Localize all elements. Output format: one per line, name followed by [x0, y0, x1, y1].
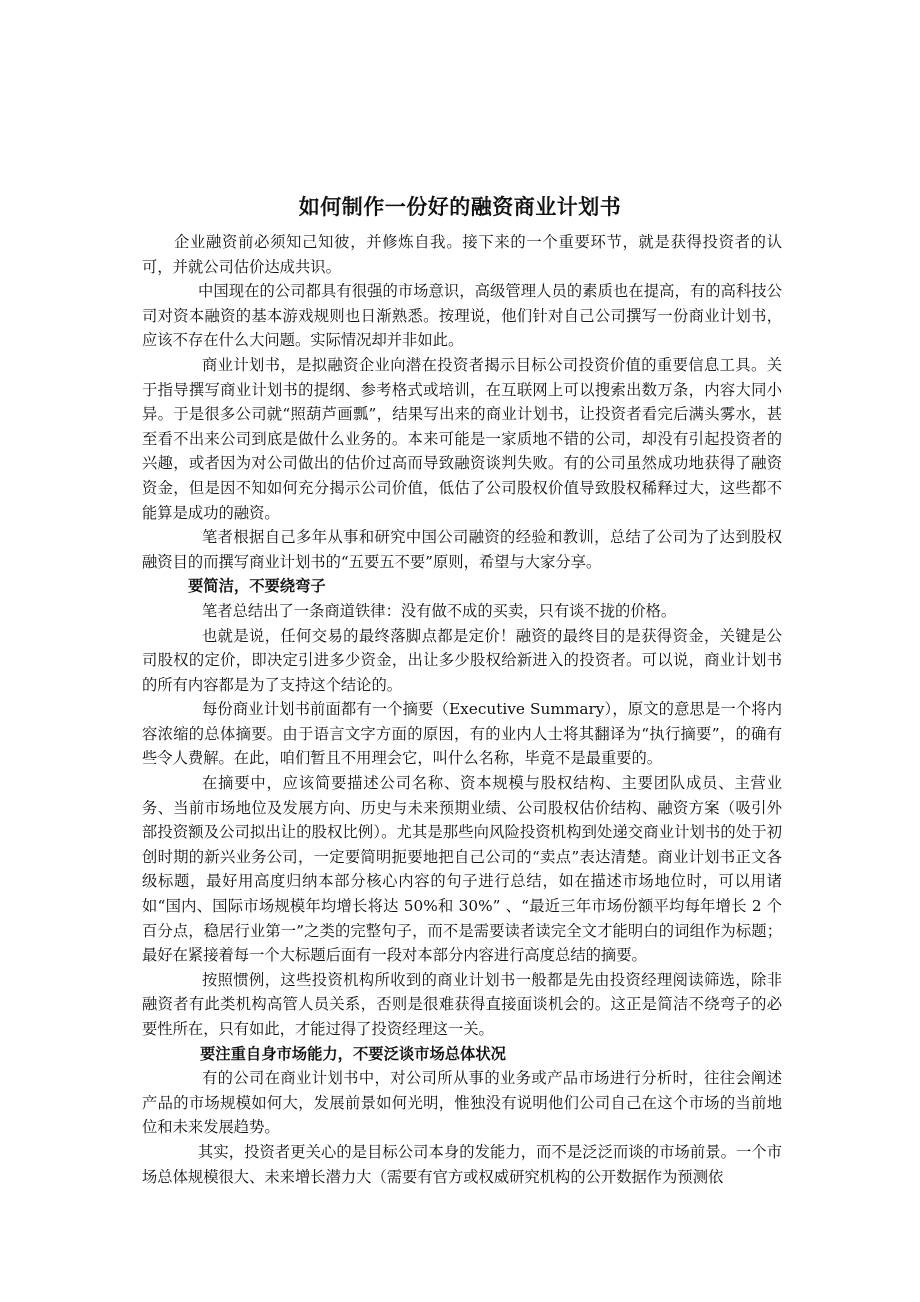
paragraph: 其实，投资者更关心的是目标公司本身的发能力，而不是泛泛而谈的市场前景。一个市场总体规模很大、未来增长潜力大（需要有官方或权威研究机构的公开数据作为预测依 — [142, 1142, 782, 1186]
section-heading: 要注重自身市场能力，不要泛谈市场总体状况 — [200, 1044, 506, 1063]
paragraph: 在摘要中，应该简要描述公司名称、资本规模与股权结构、主要团队成员、主营业务、当前市场地位及发展方向、历史与未来预期业绩、公司股权估价结构、融资方案（吸引外部投资额及公司拟出让的股权比例）。尤其是那些向风险投资机构到处递交商业计划书的处于初创时期的新兴业务公司，一定要简明扼要地把自己公司的“卖点”表达清楚。商业计划书正文各级标题，最好用高度归纳本部分核心内容的句子进行总结，如在描述市场地位时，可以用诸如“国内、国际市场规模年均增长将达 50%和 30%” 、“最近三年市场份额平均每年增长 2 个百分点，稳居行业第一”之类的完整句子，而不是需要读者读完全文才能明白的词组作为标题；最好在紧接着每一个大标题后面有一段对本部分内容进行高度总结的摘要。 — [142, 774, 782, 965]
paragraph: 企业融资前必须知己知彼，并修炼自我。接下来的一个重要环节，就是获得投资者的认可，并就公司估价达成共识。 — [142, 233, 782, 276]
paragraph: 中国现在的公司都具有很强的市场意识，高级管理人员的素质也在提高，有的高科技公司对资本融资的基本游戏规则也日渐熟悉。按理说，他们针对自己公司撰写一份商业计划书，应该不存在什么大问题。实际情况却并非如此。 — [142, 282, 782, 350]
section-heading: 要简洁，不要绕弯子 — [188, 577, 326, 596]
document-title: 如何制作一份好的融资商业计划书 — [298, 195, 622, 219]
paragraph: 每份商业计划书前面都有一个摘要（Executive Summary），原文的意思是一个将内容浓缩的总体摘要。由于语言文字方面的原因，有的业内人士将其翻译为“执行摘要”，的确有些令人费解。在此，咱们暂且不用理会它，叫什么名称，毕竟不是最重要的。 — [142, 700, 782, 768]
paragraph: 笔者根据自己多年从事和研究中国公司融资的经验和教训，总结了公司为了达到股权融资目的而撰写商业计划书的“五要五不要”原则，希望与大家分享。 — [142, 528, 782, 571]
paragraph: 按照惯例，这些投资机构所收到的商业计划书一般都是先由投资经理阅读筛选，除非融资者有此类机构高管人员关系，否则是很难获得直接面谈机会的。这正是简洁不绕弯子的必要性所在，只有如此，才能过得了投资经理这一关。 — [142, 970, 782, 1038]
paragraph: 笔者总结出了一条商道铁律：没有做不成的买卖，只有谈不拢的价格。 — [202, 601, 677, 620]
paragraph: 有的公司在商业计划书中，对公司所从事的业务或产品市场进行分析时，往往会阐述产品的市场规模如何大，发展前景如何光明，惟独没有说明他们公司自己在这个市场的当前地位和未来发展趋势。 — [142, 1069, 782, 1137]
document-body — [142, 230, 782, 1189]
paragraph: 商业计划书，是拟融资企业向潜在投资者揭示目标公司投资价值的重要信息工具。关于指导撰写商业计划书的提纲、参考格式或培训，在互联网上可以搜索出数万条，内容大同小异。于是很多公司就“照葫芦画瓢”，结果写出来的商业计划书，让投资者看完后满头雾水，甚至看不出来公司到底是做什么业务的。本来可能是一家质地不错的公司，却没有引起投资者的兴趣，或者因为对公司做出的估价过高而导致融资谈判失败。有的公司虽然成功地获得了融资资金，但是因不知如何充分揭示公司价值，低估了公司股权价值导致股权稀释过大，这些都不能算是成功的融资。 — [142, 355, 782, 522]
paragraph: 也就是说，任何交易的最终落脚点都是定价！融资的最终目的是获得资金，关键是公司股权的定价，即决定引进多少资金，出让多少股权给新进入的投资者。可以说，商业计划书的所有内容都是为了支持这个结论的。 — [142, 626, 782, 694]
